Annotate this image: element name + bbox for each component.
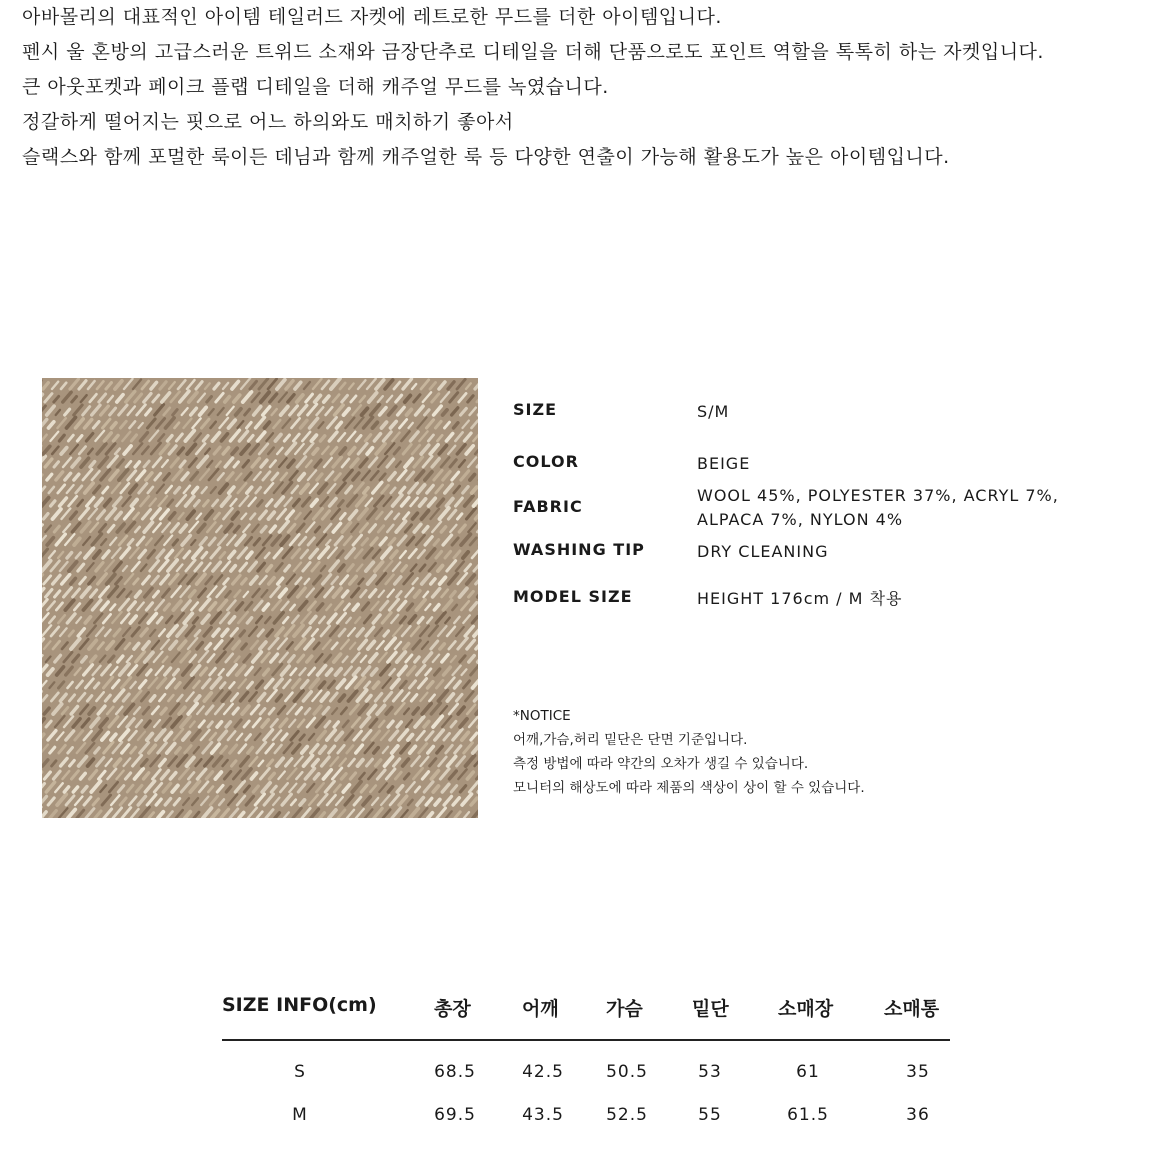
value-cell: 53: [698, 1062, 722, 1082]
table-row: [222, 1105, 952, 1135]
notice-title: *NOTICE: [513, 708, 571, 724]
value-cell: 36: [906, 1105, 930, 1125]
value-cell: 69.5: [434, 1105, 476, 1125]
size-info-table: [222, 990, 952, 1140]
size-table-header: [222, 990, 952, 1030]
header-divider: [222, 1039, 950, 1041]
description-line-2: 펜시 울 혼방의 고급스러운 트위드 소재와 금장단추로 디테일을 더해 단품으로도 포인트 역할을 톡톡히 하는 자켓입니다.: [22, 41, 1044, 63]
fabric-swatch-image: [42, 378, 478, 818]
column-header-sleeve-length: 소매장: [778, 998, 834, 1020]
column-header-sleeve-width: 소매통: [884, 998, 940, 1020]
product-description: [22, 0, 1152, 175]
tweed-texture: [42, 378, 478, 818]
column-header-shoulder: 어깨: [522, 998, 559, 1020]
value-cell: 43.5: [522, 1105, 564, 1125]
notice-line: 측정 방법에 따라 약간의 오차가 생길 수 있습니다.: [513, 756, 809, 772]
spec-value: HEIGHT 176cm / M 착용: [697, 589, 903, 608]
notice-line: 어깨,가슴,허리 밑단은 단면 기준입니다.: [513, 732, 748, 748]
notice-block: [513, 704, 1113, 800]
value-cell: 50.5: [606, 1062, 648, 1082]
description-line-3: 큰 아웃포켓과 페이크 플랩 디테일을 더해 캐주얼 무드를 녹였습니다.: [22, 76, 609, 98]
value-cell: 52.5: [606, 1105, 648, 1125]
column-header-chest: 가슴: [606, 998, 643, 1020]
spec-label: WASHING TIP: [513, 540, 645, 559]
table-row: [222, 1062, 952, 1092]
spec-label: SIZE: [513, 400, 558, 419]
column-header-hem: 밑단: [692, 998, 729, 1020]
value-cell: 61.5: [787, 1105, 829, 1125]
spec-value: BEIGE: [697, 454, 751, 473]
spec-label: MODEL SIZE: [513, 587, 633, 606]
value-cell: 55: [698, 1105, 722, 1125]
size-cell: S: [294, 1062, 306, 1082]
spec-value: S/M: [697, 402, 730, 421]
value-cell: 35: [906, 1062, 930, 1082]
size-table-title: SIZE INFO(cm): [222, 994, 377, 1016]
description-line-5: 슬랙스와 함께 포멀한 룩이든 데님과 함께 캐주얼한 룩 등 다양한 연출이 가능해 활용도가 높은 아이템입니다.: [22, 146, 950, 168]
description-line-4: 정갈하게 떨어지는 핏으로 어느 하의와도 매치하기 좋아서: [22, 111, 514, 133]
spec-label: FABRIC: [513, 497, 583, 516]
value-cell: 42.5: [522, 1062, 564, 1082]
description-line-1: 아바몰리의 대표적인 아이템 테일러드 자켓에 레트로한 무드를 더한 아이템입니다.: [22, 6, 722, 28]
spec-label: COLOR: [513, 452, 579, 471]
spec-value: WOOL 45%, POLYESTER 37%, ACRYL 7%, ALPACA 7%, NYLON 4%: [697, 486, 1059, 529]
size-cell: M: [292, 1105, 308, 1125]
spec-value: DRY CLEANING: [697, 542, 829, 561]
value-cell: 61: [796, 1062, 820, 1082]
notice-line: 모니터의 해상도에 따라 제품의 색상이 상이 할 수 있습니다.: [513, 780, 865, 796]
value-cell: 68.5: [434, 1062, 476, 1082]
column-header-length: 총장: [434, 998, 471, 1020]
